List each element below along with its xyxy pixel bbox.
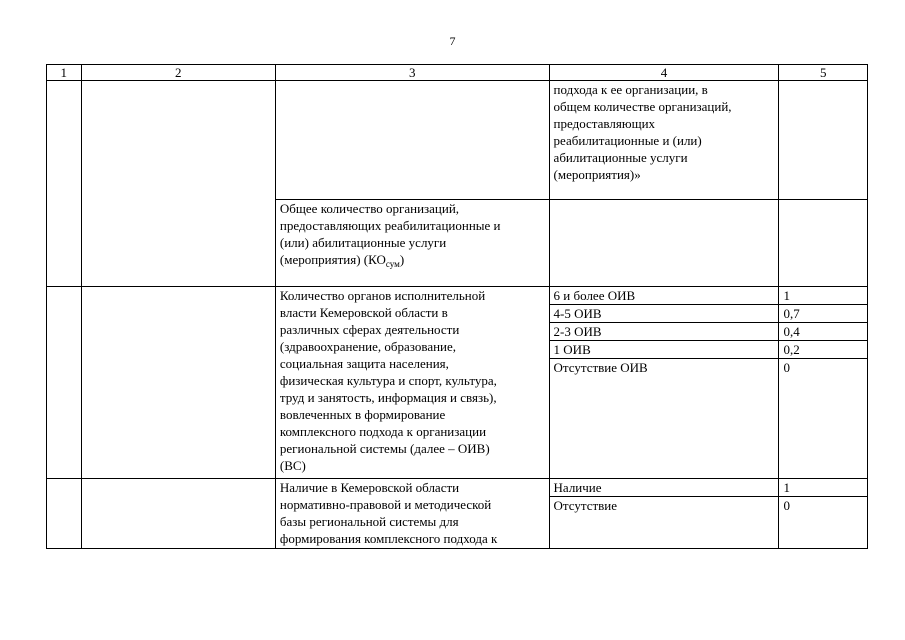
text-line: Количество органов исполнительной bbox=[279, 288, 486, 303]
criteria-table bbox=[46, 64, 868, 549]
row3-col3 bbox=[275, 287, 549, 479]
row4-col1 bbox=[47, 479, 82, 549]
text-line: власти Кемеровской области в bbox=[279, 305, 448, 320]
row1-col3 bbox=[275, 81, 549, 200]
table-row bbox=[47, 287, 868, 479]
row4-col3 bbox=[275, 479, 549, 549]
score-item: 0 bbox=[783, 360, 790, 375]
row3-col1 bbox=[47, 287, 82, 479]
row3-col2 bbox=[81, 287, 275, 479]
text-line: абилитационные услуги bbox=[553, 150, 688, 165]
text-line: нормативно-правовой и методической bbox=[279, 497, 492, 512]
option-item: 4-5 ОИВ bbox=[550, 305, 780, 323]
header-col-4: 4 bbox=[549, 65, 779, 81]
text-line: (или) абилитационные услуги bbox=[279, 235, 447, 250]
text-line: региональной системы (далее – ОИВ) bbox=[279, 441, 490, 456]
text-line: Общее количество организаций, bbox=[279, 201, 460, 216]
text-line bbox=[280, 251, 549, 273]
option-item: Наличие bbox=[550, 479, 780, 497]
text-line: (мероприятия)» bbox=[553, 167, 641, 182]
table-row bbox=[47, 81, 868, 200]
row3-col5 bbox=[779, 287, 868, 479]
row3-col4 bbox=[549, 287, 779, 479]
score-item: 1 bbox=[779, 479, 868, 497]
row1-col1 bbox=[47, 81, 82, 287]
page-number: 7 bbox=[449, 34, 456, 48]
option-item: 1 ОИВ bbox=[550, 341, 780, 359]
text-line: предоставляющих bbox=[553, 116, 656, 131]
table-row bbox=[47, 479, 868, 549]
text-part: ) bbox=[399, 252, 405, 267]
option-item: 2-3 ОИВ bbox=[550, 323, 780, 341]
text-line: Наличие в Кемеровской области bbox=[279, 480, 460, 495]
score-item: 0 bbox=[783, 498, 790, 513]
row1-col2 bbox=[81, 81, 275, 287]
text-line: вовлеченных в формирование bbox=[279, 407, 446, 422]
header-col-3: 3 bbox=[275, 65, 549, 81]
header-col-2: 2 bbox=[81, 65, 275, 81]
header-col-1: 1 bbox=[47, 65, 82, 81]
score-item: 1 bbox=[779, 287, 868, 305]
row4-col4 bbox=[549, 479, 779, 549]
text-line: формирования комплексного подхода к bbox=[279, 531, 498, 546]
score-item: 0,7 bbox=[779, 305, 868, 323]
option-item: Отсутствие bbox=[553, 498, 618, 513]
score-item: 0,2 bbox=[779, 341, 868, 359]
option-item: Отсутствие ОИВ bbox=[553, 360, 648, 375]
text-line: социальная защита населения, bbox=[279, 356, 449, 371]
table-header-row bbox=[47, 65, 868, 81]
row1-col4 bbox=[549, 81, 779, 200]
score-item: 0,4 bbox=[779, 323, 868, 341]
text-line: подхода к ее организации, в bbox=[553, 82, 708, 97]
text-line: реабилитационные и (или) bbox=[553, 133, 702, 148]
row4-col2 bbox=[81, 479, 275, 549]
text-line: (здравоохранение, образование, bbox=[279, 339, 457, 354]
text-line: базы региональной системы для bbox=[279, 514, 459, 529]
row2-col5 bbox=[779, 200, 868, 287]
text-line: физическая культура и спорт, культура, bbox=[279, 373, 497, 388]
text-line: (ВС) bbox=[279, 458, 306, 473]
text-line: предоставляющих реабилитационные и bbox=[279, 218, 501, 233]
row2-col3 bbox=[275, 200, 549, 287]
row1-col5 bbox=[779, 81, 868, 200]
option-item: 6 и более ОИВ bbox=[550, 287, 780, 305]
text-part: (мероприятия) (КО bbox=[279, 252, 386, 267]
text-line: комплексного подхода к организации bbox=[279, 424, 487, 439]
text-line: общем количестве организаций, bbox=[553, 99, 732, 114]
row2-col4 bbox=[549, 200, 779, 287]
text-line: различных сферах деятельности bbox=[279, 322, 460, 337]
subscript: сум bbox=[385, 259, 400, 269]
header-col-5: 5 bbox=[779, 65, 868, 81]
row4-col5 bbox=[779, 479, 868, 549]
text-line: труд и занятость, информация и связь), bbox=[279, 390, 497, 405]
